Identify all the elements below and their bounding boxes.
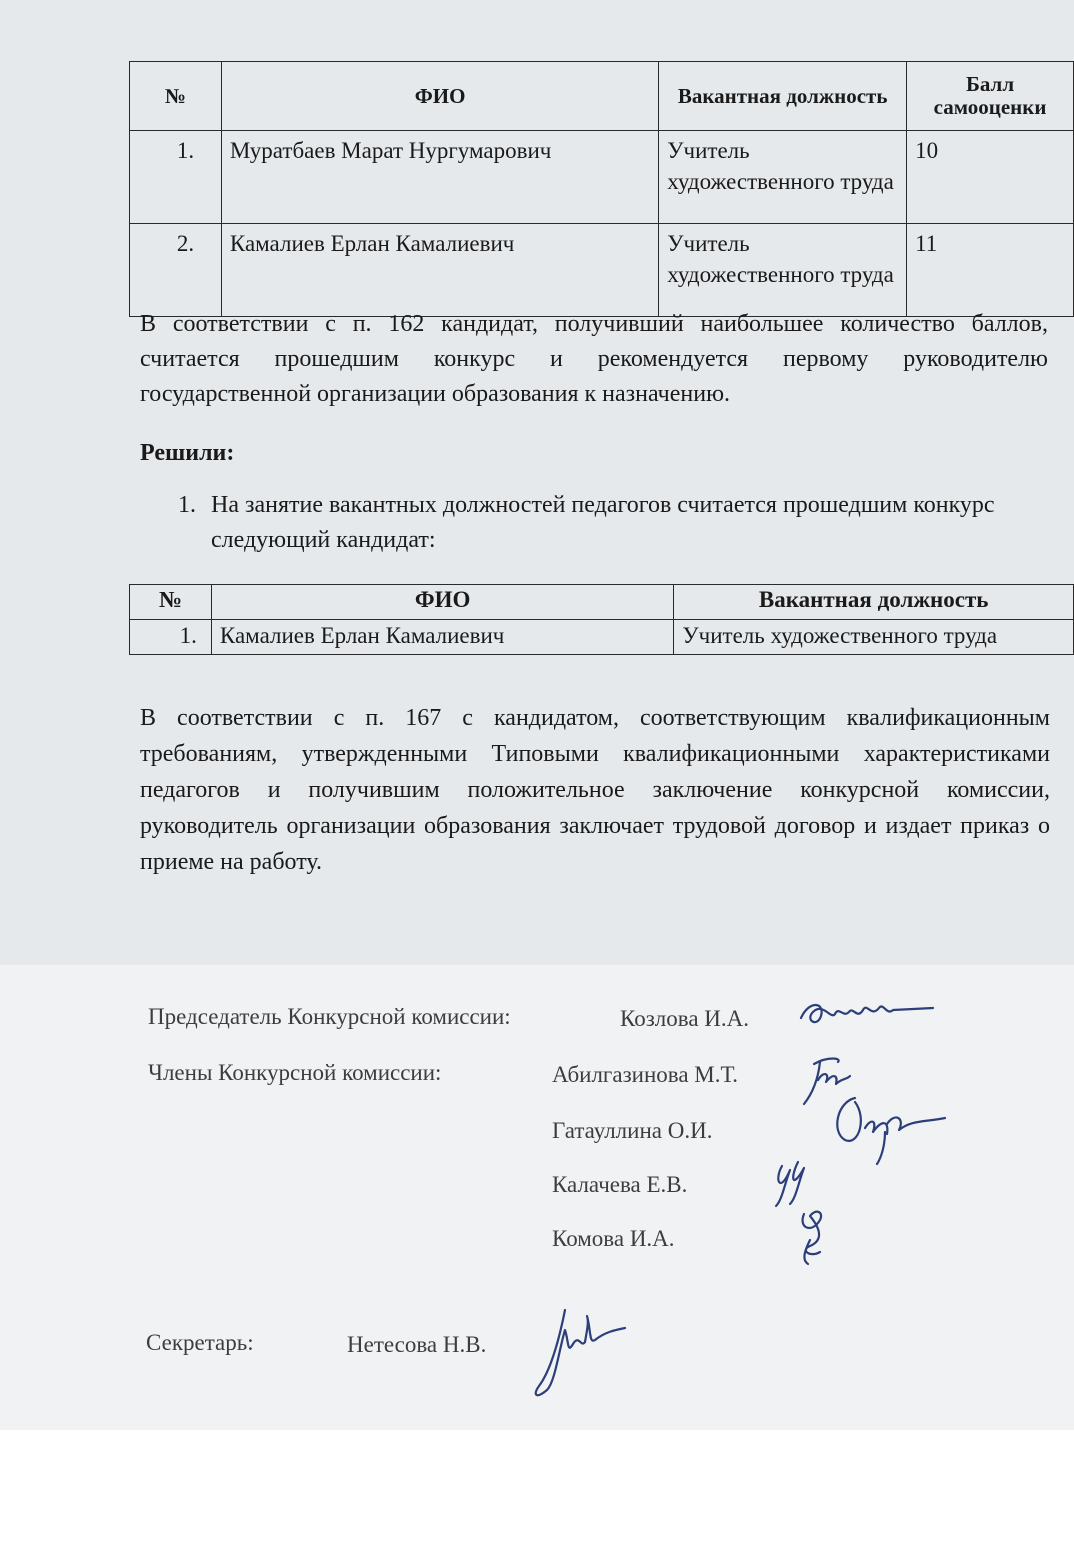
- member-signature: [825, 1088, 950, 1168]
- candidate-name: Камалиев Ерлан Камалиевич: [211, 620, 673, 655]
- self-assessment-score: 11: [907, 224, 1074, 317]
- column-header-position: Вакантная должность: [674, 585, 1074, 620]
- decision-heading: Решили:: [140, 440, 235, 466]
- employment-rule-paragraph: В соответствии с п. 167 с кандидатом, соответствующим квалификационным требованиям, утвержденными Типовыми квалификационными характеристиками педагогов и получившим положительное заключение конкурсной комиссии, руководитель организации образования заключает трудовой договор и издает приказ о приеме на работу.: [140, 705, 1050, 875]
- row-number: 1.: [130, 620, 212, 655]
- competition-rule-paragraph: В соответствии с п. 162 кандидат, получивший наибольшее количество баллов, считается прошедшим конкурс и рекомендуется первому руководителю государственной организации образования к назначению.: [140, 311, 1048, 407]
- table-row: [130, 620, 1074, 655]
- row-number: 2.: [130, 224, 222, 317]
- table-row: [130, 131, 1074, 224]
- page-bottom-margin: [0, 1430, 1074, 1561]
- column-header-number: №: [130, 62, 222, 131]
- decision-text: На занятие вакантных должностей педагогов считается прошедшим конкурс следующий кандидат:: [211, 492, 995, 553]
- candidates-table: [129, 61, 1074, 317]
- member-name: Абилгазинова М.Т.: [552, 1062, 738, 1087]
- table-header-row: [130, 62, 1074, 131]
- column-header-name: ФИО: [221, 62, 658, 131]
- chairman-signature: [795, 990, 935, 1035]
- candidate-name: Муратбаев Марат Нургумарович: [221, 131, 658, 224]
- candidate-name: Камалиев Ерлан Камалиевич: [221, 224, 658, 317]
- secretary-name: Нетесова Н.В.: [347, 1332, 487, 1357]
- chairman-label: Председатель Конкурсной комиссии:: [148, 1004, 511, 1029]
- column-header-score: Балл самооценки: [907, 62, 1074, 131]
- secretary-signature: [525, 1300, 630, 1400]
- winner-table: [129, 584, 1074, 655]
- column-header-name: ФИО: [211, 585, 673, 620]
- vacant-position: Учитель художественного труда: [674, 620, 1074, 655]
- column-header-position: Вакантная должность: [659, 62, 907, 131]
- column-header-number: №: [130, 585, 212, 620]
- table-header-row: [130, 585, 1074, 620]
- row-number: 1.: [130, 131, 222, 224]
- self-assessment-score: 10: [907, 131, 1074, 224]
- member-name: Калачева Е.В.: [552, 1172, 688, 1197]
- member-name: Комова И.А.: [552, 1226, 675, 1251]
- secretary-label: Секретарь:: [146, 1330, 254, 1355]
- vacant-position: Учитель художественного труда: [659, 131, 907, 224]
- vacant-position: Учитель художественного труда: [659, 224, 907, 317]
- chairman-name: Козлова И.А.: [620, 1006, 749, 1031]
- member-name: Гатауллина О.И.: [552, 1118, 713, 1143]
- members-label: Члены Конкурсной комиссии:: [148, 1060, 442, 1085]
- member-signature: [790, 1200, 840, 1270]
- table-row: [130, 224, 1074, 317]
- decision-number: 1.: [178, 492, 196, 518]
